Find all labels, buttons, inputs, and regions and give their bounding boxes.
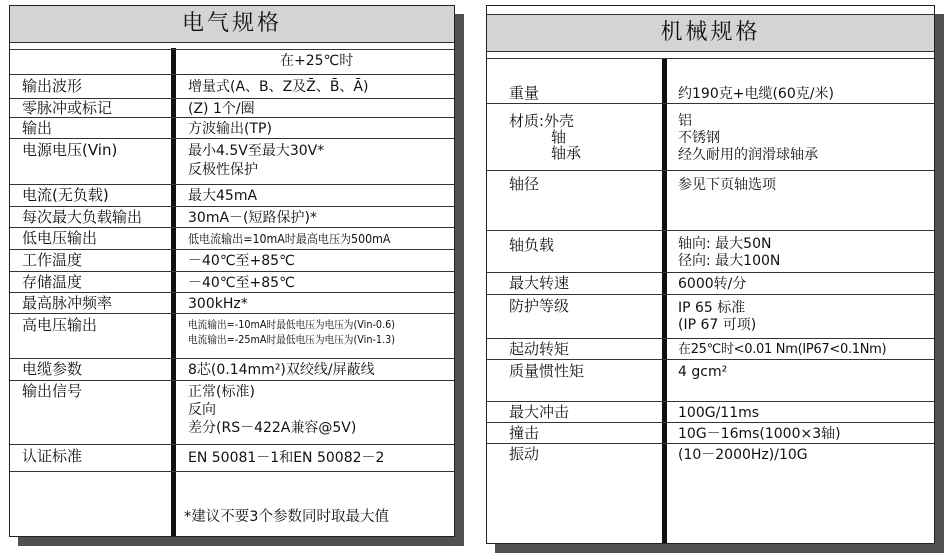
spec-label: 撞击 xyxy=(509,424,540,442)
spec-label: 电源电压(Vin) xyxy=(22,141,118,159)
spec-value: (10－2000Hz)/10G xyxy=(678,447,808,463)
spec-label: 防护等级 xyxy=(509,297,570,315)
spec-label: 电缆参数 xyxy=(22,360,83,378)
spec-label: 最高脉冲频率 xyxy=(22,294,113,312)
spec-label: 材质:外壳 xyxy=(509,112,575,130)
spec-label: 输出 xyxy=(22,119,53,137)
spec-label: 最大冲击 xyxy=(509,403,570,421)
spec-value-line2: 反向 xyxy=(188,402,216,418)
spec-value: 300kHz* xyxy=(188,296,248,312)
spec-value: EN 50081－1和EN 50082－2 xyxy=(188,450,385,466)
spec-label: 质量惯性矩 xyxy=(509,362,585,380)
spec-label: 低电压输出 xyxy=(22,229,98,247)
spec-value: 低电流输出=10mA时最高电压为500mA xyxy=(188,232,391,246)
spec-value: 在25℃时<0.01 Nm(IP67<0.1Nm) xyxy=(678,342,887,357)
spec-label: 输出波形 xyxy=(22,77,83,95)
spec-label: 振动 xyxy=(509,445,540,463)
spec-value: 轴向: 最大50N xyxy=(678,236,772,252)
spec-value: (Z) 1个/圈 xyxy=(188,101,255,117)
spec-value: 4 gcm² xyxy=(678,364,728,380)
spec-value: 8芯(0.14mm²)双绞线/屏蔽线 xyxy=(188,362,375,378)
spec-value: －40℃至+85℃ xyxy=(188,275,295,291)
spec-value-line3: 经久耐用的润滑球轴承 xyxy=(678,147,818,163)
spec-label-line2: 轴 xyxy=(551,128,567,146)
spec-value: 方波输出(TP) xyxy=(188,121,272,137)
footnote: *建议不要3个参数同时取最大值 xyxy=(184,509,389,525)
spec-label: 零脉冲或标记 xyxy=(22,99,113,117)
mechanical-spec-title: 机械规格 xyxy=(487,14,934,52)
spec-value: IP 65 标准 xyxy=(678,300,746,316)
spec-value: 正常(标准) xyxy=(188,384,255,400)
spec-value: 铝 xyxy=(678,113,692,129)
spec-label: 轴负载 xyxy=(509,236,555,254)
spec-value: －40℃至+85℃ xyxy=(188,253,295,269)
spec-value: 电流输出=-10mA时最低电压为电压为(Vin-0.6) xyxy=(188,319,396,331)
mechanical-spec-panel xyxy=(486,5,935,544)
spec-value: 6000转/分 xyxy=(678,276,747,292)
spec-value-line2: 电流输出=-25mA时最低电压为电压为(Vin-1.3) xyxy=(188,334,396,346)
spec-value-line3: 差分(RS－422A兼容@5V) xyxy=(188,420,357,436)
spec-value: 30mA－(短路保护)* xyxy=(188,210,317,226)
spec-label: 最大转速 xyxy=(509,274,570,292)
spec-label: 工作温度 xyxy=(22,251,83,269)
spec-label: 认证标准 xyxy=(22,447,83,465)
spec-label: 轴径 xyxy=(509,175,540,193)
spec-value: 最大45mA xyxy=(188,188,258,204)
spec-value-line2: (IP 67 可项) xyxy=(678,317,757,333)
electrical-spec-title: 电气规格 xyxy=(10,6,454,43)
spec-label: 重量 xyxy=(509,84,540,102)
spec-label: 高电压输出 xyxy=(22,316,98,334)
spec-value-line2: 径向: 最大100N xyxy=(678,253,781,269)
spec-value: 10G－16ms(1000×3轴) xyxy=(678,426,841,442)
electrical-spec-panel xyxy=(9,5,455,537)
spec-label: 输出信号 xyxy=(22,382,83,400)
spec-label: 每次最大负载输出 xyxy=(22,208,143,226)
spec-value-line2: 反极性保护 xyxy=(188,162,258,178)
condition-header: 在+25℃时 xyxy=(280,53,354,69)
spec-value: 约190克+电缆(60克/米) xyxy=(678,86,834,102)
spec-value: 参见下页轴选项 xyxy=(678,177,776,193)
spec-value: 最小4.5V至最大30V* xyxy=(188,143,325,159)
spec-value: 增量式(A、B、Z及Z̄、B̄、Ā) xyxy=(188,79,369,95)
spec-value-line2: 不锈钢 xyxy=(678,130,720,146)
spec-label: 存储温度 xyxy=(22,273,83,291)
spec-label: 电流(无负载) xyxy=(22,186,109,204)
spec-value: 100G/11ms xyxy=(678,405,760,421)
spec-label: 起动转矩 xyxy=(509,340,570,358)
spec-label-line3: 轴承 xyxy=(551,144,582,162)
column-divider xyxy=(662,58,667,543)
